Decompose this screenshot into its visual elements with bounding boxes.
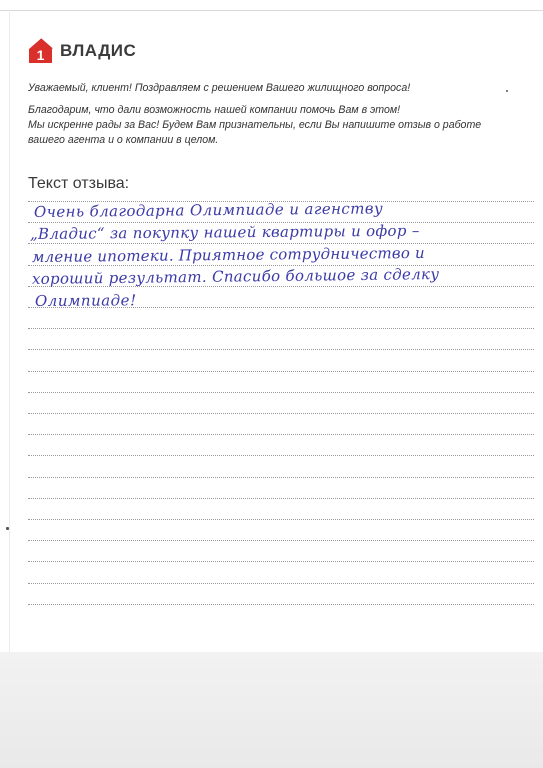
- review-heading: Текст отзыва:: [28, 175, 130, 192]
- greeting-text: Уважаемый, клиент! Поздравляем с решением Вашего жилищного вопроса!: [28, 82, 411, 94]
- scan-speck: [506, 90, 508, 92]
- request-text-line2: вашего агента и о компании в целом.: [28, 134, 219, 146]
- logo-digit: 1: [36, 47, 45, 63]
- handwritten-line: мление ипотеки. Приятное сотрудничество и: [31, 243, 425, 266]
- scan-bottom-margin: [0, 652, 543, 768]
- request-text-line1: Мы искренне рады за Вас! Будем Вам признательны, если Вы напишите отзыв о работе: [28, 119, 482, 131]
- handwritten-line: хороший результат. Спасибо большое за сделку: [31, 265, 440, 288]
- handwritten-line: „Владис“ за покупку нашей квартиры и офор –: [29, 221, 420, 243]
- brand-name: ВЛАДИС: [60, 41, 137, 60]
- handwritten-line: Очень благодарна Олимпиаде и агенству: [33, 199, 384, 221]
- handwritten-line: Олимпиаде!: [34, 291, 137, 310]
- thanks-text: Благодарим, что дали возможность нашей компании помочь Вам в этом!: [28, 104, 401, 116]
- scan-speck: [6, 527, 9, 530]
